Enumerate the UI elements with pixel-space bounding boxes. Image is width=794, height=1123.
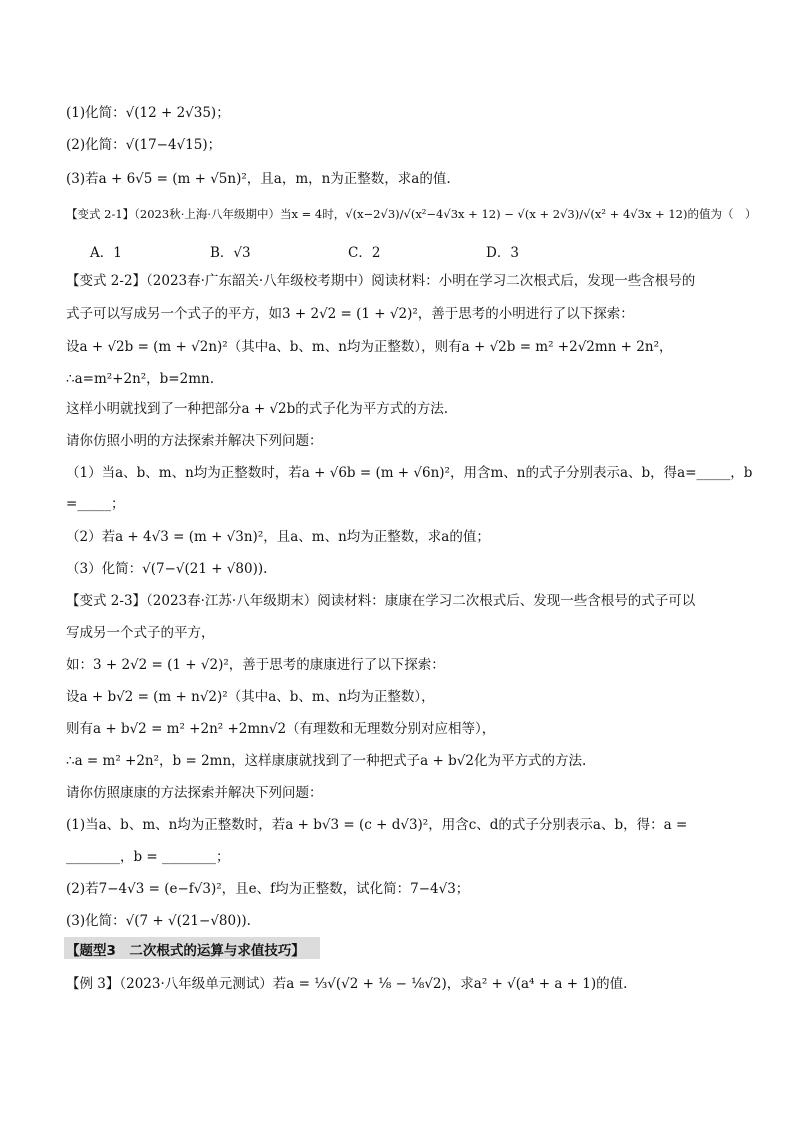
variant-2-2-part3: （3）化简：√(7−√(21 + √80)).	[66, 561, 268, 577]
variant-2-3-part3: (3)化简：√(7 + √(21−√80)).	[66, 913, 251, 929]
choice-d: D．3	[486, 245, 519, 261]
q1-line: (1)化简：√(12 + 2√35)；	[66, 105, 230, 121]
choice-c: C．2	[348, 245, 381, 261]
variant-2-3-therefore: ∴a = m² +2n²，b = 2mn，这样康康就找到了一种把式子a + b√2化为平方式的方法.	[66, 753, 587, 769]
variant-2-3-setup: 设a + b√2 = (m + n√2)²（其中a、b、m、n均为正整数），	[66, 689, 435, 705]
variant-2-3-intro-cont: 写成另一个式子的平方，	[66, 625, 215, 641]
variant-2-1-question: 【变式 2-1】（2023秋·上海·八年级期中）当x = 4时，√(x−2√3)/√(x²−4√3x + 12) − √(x + 2√3)/√(x² + 4√3x + 12)的值为（ ）	[66, 207, 757, 221]
variant-2-2-therefore: ∴a=m²+2n²，b=2mn.	[66, 371, 214, 387]
variant-2-3-part2: (2)若7−4√3 = (e−f√3)²，且e、f均为正整数，试化简：7−4√3；	[66, 881, 470, 897]
section-heading: 【题型3 二次根式的运算与求值技巧】	[66, 943, 305, 959]
variant-2-2-example: 式子可以写成另一个式子的平方，如3 + 2√2 = (1 + √2)²，善于思考的小明进行了以下探索：	[66, 306, 634, 322]
variant-2-2-part1: （1）当a、b、m、n均为正整数时，若a + √6b = (m + √6n)²，用含m、n的式子分别表示a、b，得a=_____，b	[66, 465, 753, 481]
variant-2-3-part1: (1)当a、b、m、n均为正整数时，若a + b√3 = (c + d√3)²，用含c、d的式子分别表示a、b，得：a =	[66, 817, 688, 833]
variant-2-3-part1-cont: ________，b = ________；	[66, 849, 230, 865]
variant-2-3-prompt: 请你仿照康康的方法探索并解决下列问题：	[66, 785, 323, 801]
variant-2-2-method: 这样小明就找到了一种把部分a + √2b的式子化为平方式的方法.	[66, 401, 449, 417]
variant-2-2-setup: 设a + √2b = (m + √2n)²（其中a、b、m、n均为正整数），则有a + √2b = m² +2√2mn + 2n²，	[66, 339, 673, 355]
q3-line: (3)若a + 6√5 = (m + √5n)²，且a，m，n为正整数，求a的值.	[66, 171, 451, 187]
example-3-question: 【例 3】（2023·八年级单元测试）若a = ⅓√(√2 + ⅛ − ⅛√2)，求a² + √(a⁴ + a + 1)的值.	[66, 976, 628, 992]
variant-2-2-prompt: 请你仿照小明的方法探索并解决下列问题：	[66, 433, 323, 449]
variant-2-3-intro: 【变式 2-3】（2023春·江苏·八年级期末）阅读材料：康康在学习二次根式后、发现一些含根号的式子可以	[66, 593, 696, 609]
choice-b: B．√3	[210, 245, 251, 261]
variant-2-3-example: 如：3 + 2√2 = (1 + √2)²，善于思考的康康进行了以下探索：	[66, 657, 445, 673]
variant-2-2-part1-cont: =_____；	[66, 496, 125, 512]
choice-a: A．1	[90, 245, 122, 261]
variant-2-2-intro: 【变式 2-2】（2023春·广东韶关·八年级校考期中）阅读材料：小明在学习二次根式后，发现一些含根号的	[66, 273, 696, 289]
q2-line: (2)化简：√(17−4√15)；	[66, 137, 222, 153]
variant-2-2-part2: （2）若a + 4√3 = (m + √3n)²，且a、m、n均为正整数，求a的值；	[66, 529, 490, 545]
variant-2-3-expand: 则有a + b√2 = m² +2n² +2mn√2（有理数和无理数分别对应相等），	[66, 721, 496, 737]
